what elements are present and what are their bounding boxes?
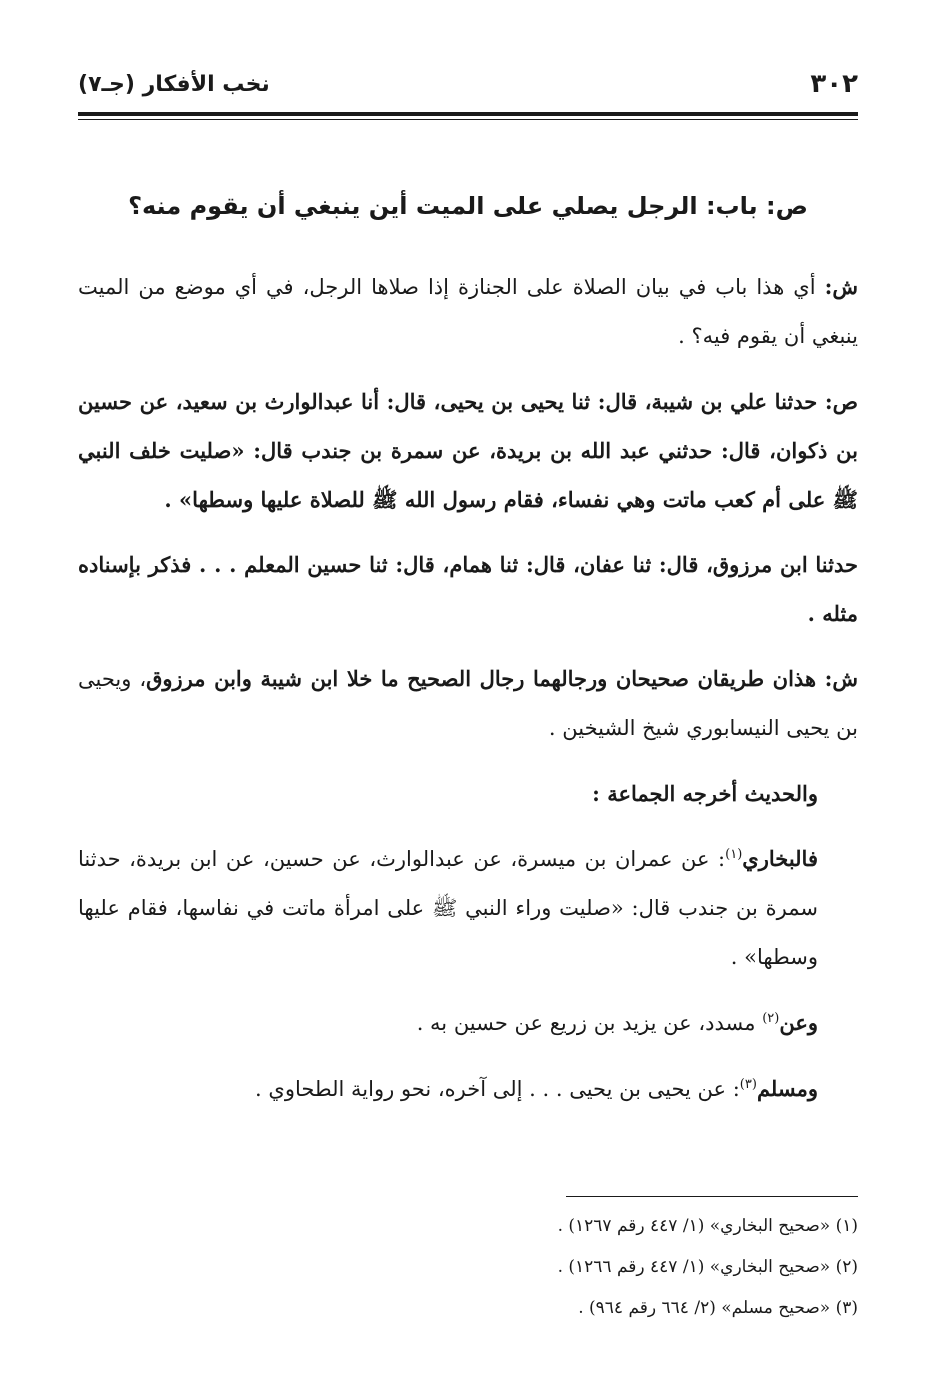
paragraph-text: ، ويحيى بن يحيى النيسابوري شيخ الشيخين .	[78, 667, 858, 740]
paragraph-text: مسدد، عن يزيد بن زريع عن حسين به .	[416, 1011, 763, 1035]
collector-name: فالبخاري	[742, 846, 818, 871]
running-title: نخب الأفكار (جـ٧)	[78, 71, 270, 97]
page-header	[78, 62, 858, 106]
paragraph-text: أي هذا باب في بيان الصلاة على الجنازة إذا صلاها الرجل، في أي موضع من الميت ينبغي أن يقوم فيه؟ .	[78, 275, 858, 348]
main-text	[78, 262, 858, 1130]
collector-name: وعن	[779, 1010, 818, 1035]
collector-name: ومسلم	[756, 1076, 818, 1101]
footnote-ref: (٣)	[739, 1077, 757, 1092]
paragraph-commentary-1	[78, 262, 858, 361]
footnote-separator	[566, 1196, 858, 1197]
paragraph-text: : عن عمران بن ميسرة، عن عبدالوارث، عن حسين، عن ابن بريدة، حدثنا سمرة بن جندب قال: «صليت وراء النبي ﷺ على امرأة ماتت في نفاسها، فقام عليها وسطها» .	[78, 847, 818, 969]
paragraph-muslim	[78, 1064, 858, 1114]
paragraph-hadith-1: ص: حدثنا علي بن شيبة، قال: ثنا يحيى بن يحيى، قال: أنا عبدالوارث بن سعيد، عن حسين بن ذكوان، قال: حدثني عبد الله بن بريدة، عن سمرة بن جندب قال: «صليت خلف النبي ﷺ على أم كعب ماتت وهي نفساء، فقام رسول الله ﷺ للصلاة عليها وسطها» .	[78, 389, 858, 512]
paragraph-text: : عن يحيى بن يحيى . . . إلى آخره، نحو رواية الطحاوي .	[255, 1077, 740, 1101]
commentary-bold-text: ش: هذان طريقان صحيحان ورجالهما رجال الصحيح ما خلا ابن شيبة وابن مرزوق	[146, 666, 858, 691]
footnote-2: (٢) «صحيح البخاري» (١/ ٤٤٧ رقم ١٢٦٦) .	[557, 1257, 858, 1277]
paragraph-commentary-2	[78, 654, 858, 753]
paragraph-collectors-intro: والحديث أخرجه الجماعة :	[592, 781, 818, 806]
paragraph-bukhari-1	[78, 834, 858, 982]
paragraph-bukhari-2	[78, 998, 858, 1048]
footnote-1: (١) «صحيح البخاري» (١/ ٤٤٧ رقم ١٢٦٧) .	[557, 1216, 858, 1236]
header-rule-thick	[78, 112, 858, 116]
page-number: ٣٠٢	[810, 69, 858, 99]
commentary-marker: ش:	[824, 274, 858, 299]
footnote-3: (٣) «صحيح مسلم» (٢/ ٦٦٤ رقم ٩٦٤) .	[578, 1298, 858, 1318]
header-rule-thin	[78, 119, 858, 120]
book-page	[78, 0, 858, 1382]
footnote-ref: (١)	[725, 847, 743, 862]
paragraph-hadith-2: حدثنا ابن مرزوق، قال: ثنا عفان، قال: ثنا همام، قال: ثنا حسين المعلم . . . فذكر بإسناده مثله .	[78, 552, 858, 626]
footnote-ref: (٢)	[762, 1011, 780, 1026]
chapter-heading: ص: باب: الرجل يصلي على الميت أين ينبغي أن يقوم منه؟	[128, 192, 808, 220]
footnotes	[78, 1206, 858, 1329]
